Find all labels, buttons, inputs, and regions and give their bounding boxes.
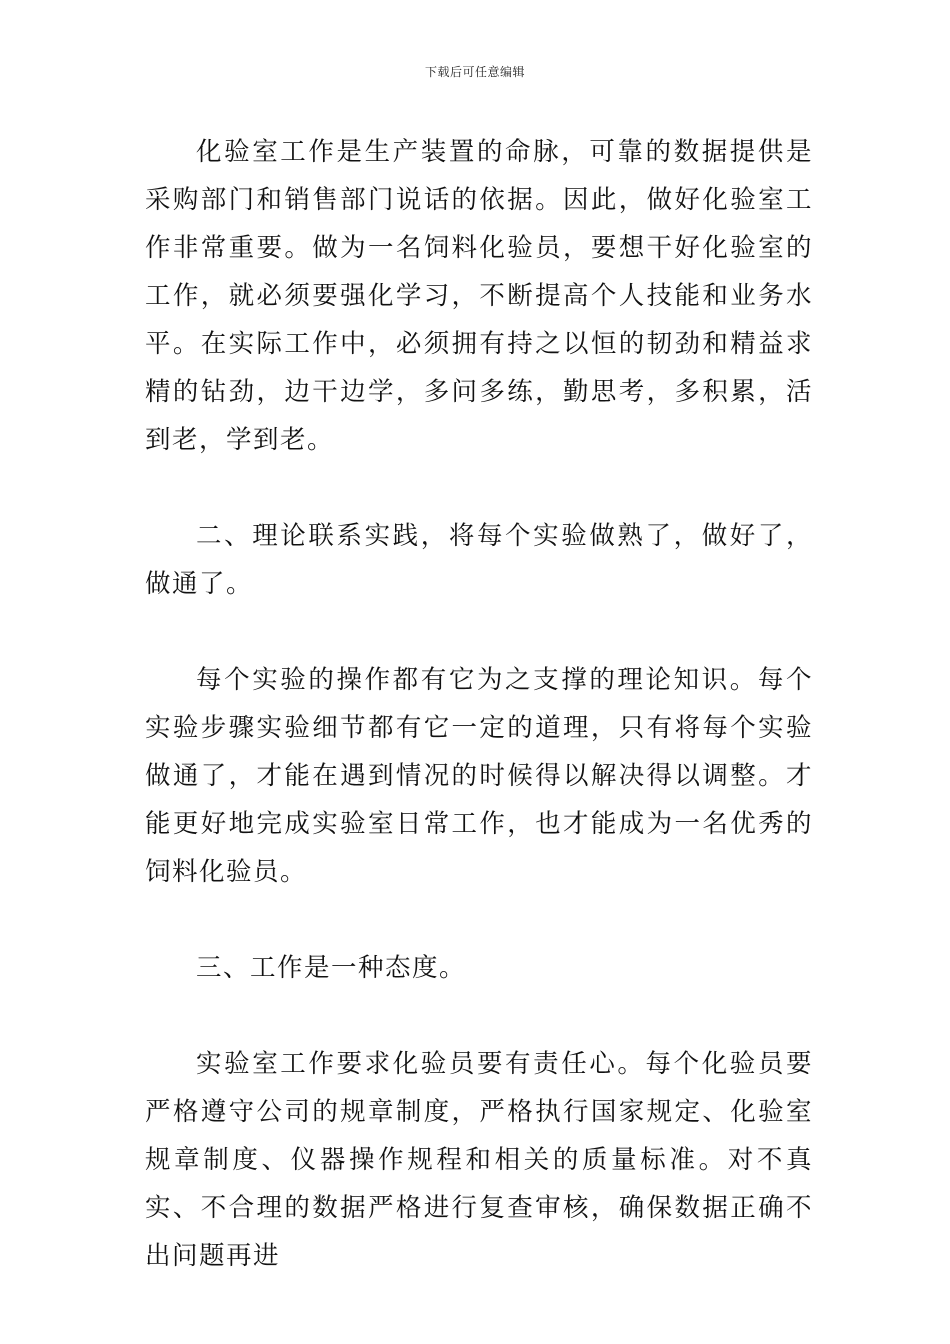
page-header: 下载后可任意编辑 [424,65,525,79]
paragraph-spacer [145,992,813,1040]
section-heading-work-attitude: 三、工作是一种态度。 [196,953,467,983]
section-heading-theory-practice: 二、理论联系实践，将每个实验做熟了，做好了，做通了。 [145,521,813,599]
document-body [145,128,813,1280]
paragraph-experiment-knowledge: 每个实验的操作都有它为之支撑的理论知识。每个实验步骤实验细节都有它一定的道理，只有将每个实验做通了，才能在遇到情况的时候得以解决得以调整。才能更好地完成实验室日常工作，也才能成为一名优秀的饲料化验员。 [145,665,813,887]
paragraph-spacer [145,464,813,512]
paragraph-spacer [145,896,813,944]
paragraph-responsibility: 实验室工作要求化验员要有责任心。每个化验员要严格遵守公司的规章制度，严格执行国家规定、化验室规章制度、仪器操作规程和相关的质量标准。对不真实、不合理的数据严格进行复查审核，确保数据正确不出问题再进 [145,1049,813,1271]
paragraph-lab-importance: 化验室工作是生产装置的命脉，可靠的数据提供是采购部门和销售部门说话的依据。因此，做好化验室工作非常重要。做为一名饲料化验员，要想干好化验室的工作，就必须要强化学习，不断提高个人技能和业务水平。在实际工作中，必须拥有持之以恒的韧劲和精益求精的钻劲，边干边学，多问多练，勤思考，多积累，活到老，学到老。 [145,137,813,455]
paragraph-spacer [145,608,813,656]
